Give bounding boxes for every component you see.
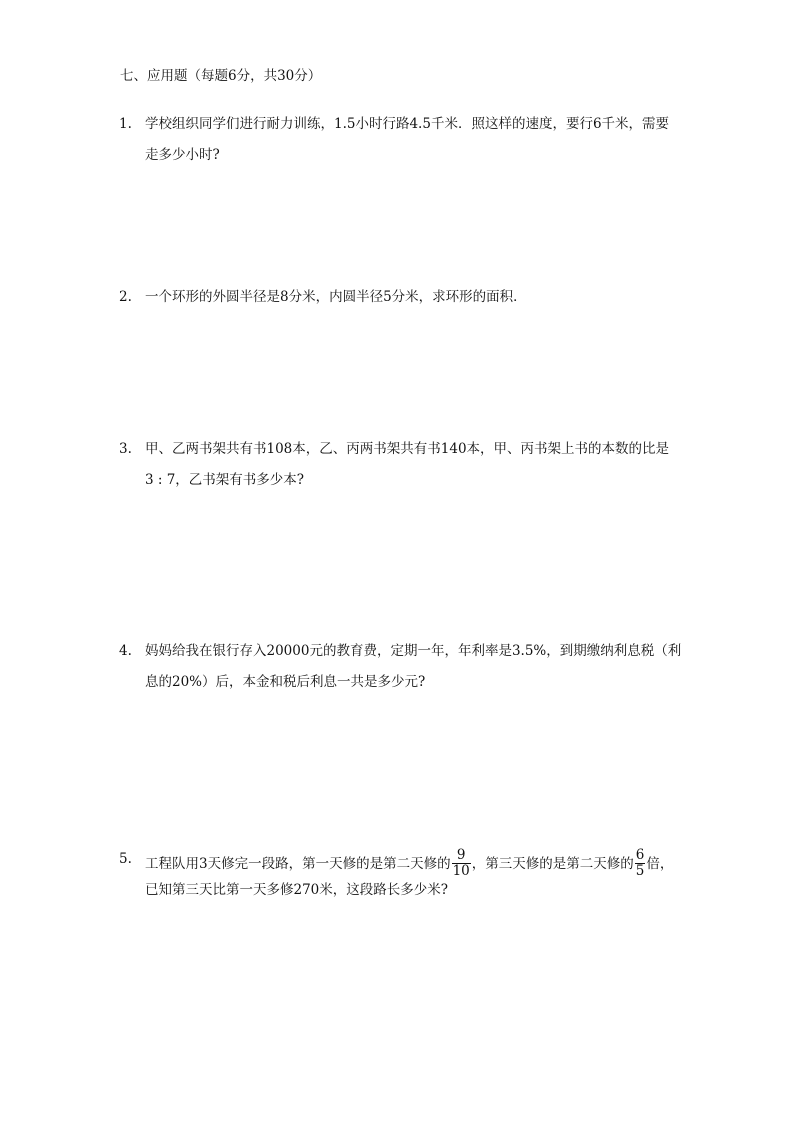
- problem-text-line: 学校组织同学们进行耐力训练，1.5小时行路4.5千米．照这样的速度，要行6千米，需要: [145, 116, 670, 132]
- problem-text-segment: 工程队用3天修完一段路，第一天修的是第二天修的: [145, 856, 451, 872]
- fraction-denominator: 5: [635, 863, 645, 879]
- fraction-denominator: 10: [452, 863, 470, 879]
- problem-text-segment: 倍，: [646, 856, 674, 872]
- problem-number: 4.: [119, 643, 132, 659]
- problem-text-line: 走多少小时?: [145, 147, 220, 163]
- problem-number: 3.: [119, 441, 132, 457]
- fraction-nine-tenths: [452, 848, 471, 879]
- problem-text-line: 息的20%）后，本金和税后利息一共是多少元?: [145, 674, 426, 690]
- section-title: 七、应用题（每题6分，共30分）: [120, 68, 322, 84]
- problem-text-line: 妈妈给我在银行存入20000元的教育费，定期一年，年利率是3.5%，到期缴纳利息税（利: [145, 643, 682, 659]
- problem-number: 5.: [119, 851, 132, 867]
- problem-text-segment: ，第三天修的是第二天修的: [471, 856, 634, 872]
- problem-number: 1.: [119, 116, 132, 132]
- problem-text-line: 3 : 7，乙书架有书多少本?: [145, 472, 305, 488]
- fraction-six-fifths: [635, 848, 646, 879]
- fraction-numerator: 6: [635, 847, 645, 863]
- problem-text-line: 已知第三天比第一天多修270米，这段路长多少米?: [145, 882, 449, 898]
- problem-text-line: 甲、乙两书架共有书108本，乙、丙两书架共有书140本，甲、丙书架上书的本数的比是: [145, 441, 670, 457]
- fraction-numerator: 9: [452, 848, 471, 864]
- problem-number: 2.: [119, 289, 132, 305]
- problem-text-line: [145, 849, 673, 880]
- problem-text-line: 一个环形的外圆半径是8分米，内圆半径5分米，求环形的面积．: [145, 289, 527, 305]
